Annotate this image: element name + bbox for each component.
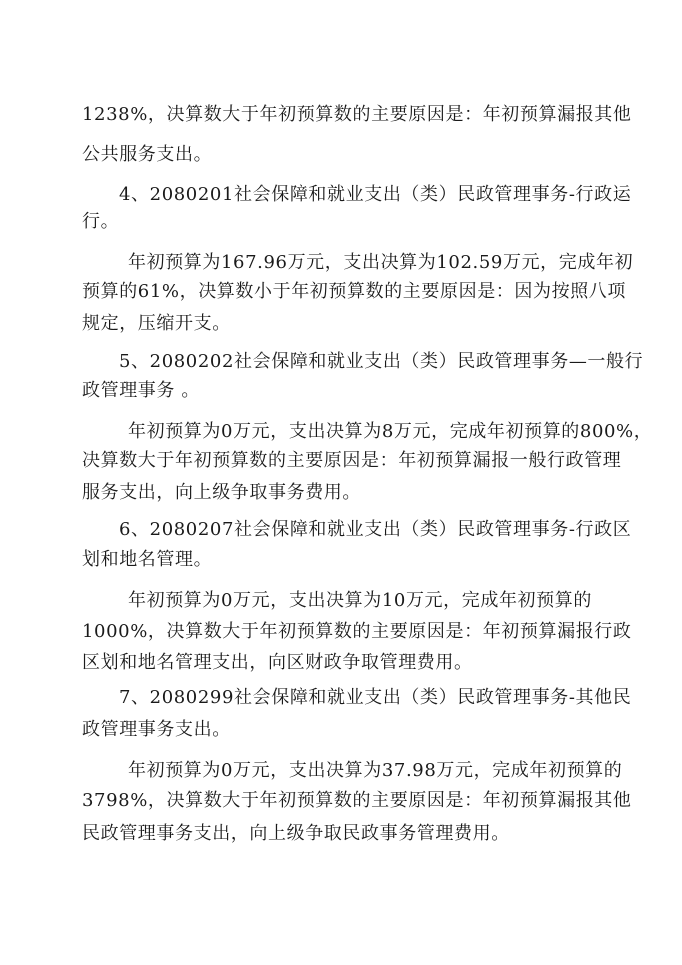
item-7-heading-line-2: 政管理事务支出。 [82,719,231,740]
item-4-heading-line-2: 行。 [82,211,120,232]
item-7-text-line-3: 民政管理事务支出，向上级争取民政事务管理费用。 [82,823,510,844]
item-7-text-line-2: 3798%，决算数大于年初预算数的主要原因是：年初预算漏报其他 [82,790,632,811]
item-5-text-line-2: 决算数大于年初预算数的主要原因是：年初预算漏报一般行政管理 [82,450,622,471]
text-line-2: 公共服务支出。 [82,144,213,165]
item-4-text-line-3: 规定，压缩开支。 [82,313,231,334]
item-6-heading-line-1: 6、2080207社会保障和就业支出（类）民政管理事务-行政区 [119,519,632,540]
item-6-text-line-1: 年初预算为0万元，支出决算为10万元，完成年初预算的 [128,590,592,611]
item-5-text-line-3: 服务支出，向上级争取事务费用。 [82,482,361,503]
item-6-heading-line-2: 划和地名管理。 [82,549,213,570]
item-4-text-line-2: 预算的61%，决算数小于年初预算数的主要原因是：因为按照八项 [82,281,627,302]
item-7-text-line-1: 年初预算为0万元，支出决算为37.98万元，完成年初预算的 [128,760,623,781]
item-5-text-line-1: 年初预算为0万元，支出决算为8万元，完成年初预算的800%， [128,421,653,442]
item-7-heading-line-1: 7、2080299社会保障和就业支出（类）民政管理事务-其他民 [119,687,632,708]
item-4-text-line-1: 年初预算为167.96万元，支出决算为102.59万元，完成年初 [128,252,634,273]
item-5-heading-line-1: 5、2080202社会保障和就业支出（类）民政管理事务—一般行 [119,351,644,372]
item-5-heading-line-2: 政管理事务 。 [82,380,200,401]
item-6-text-line-2: 1000%，决算数大于年初预算数的主要原因是：年初预算漏报行政 [82,621,632,642]
text-line-1: 1238%，决算数大于年初预算数的主要原因是：年初预算漏报其他 [82,104,632,125]
item-6-text-line-3: 区划和地名管理支出，向区财政争取管理费用。 [82,652,473,673]
item-4-heading-line-1: 4、2080201社会保障和就业支出（类）民政管理事务-行政运 [119,184,632,205]
